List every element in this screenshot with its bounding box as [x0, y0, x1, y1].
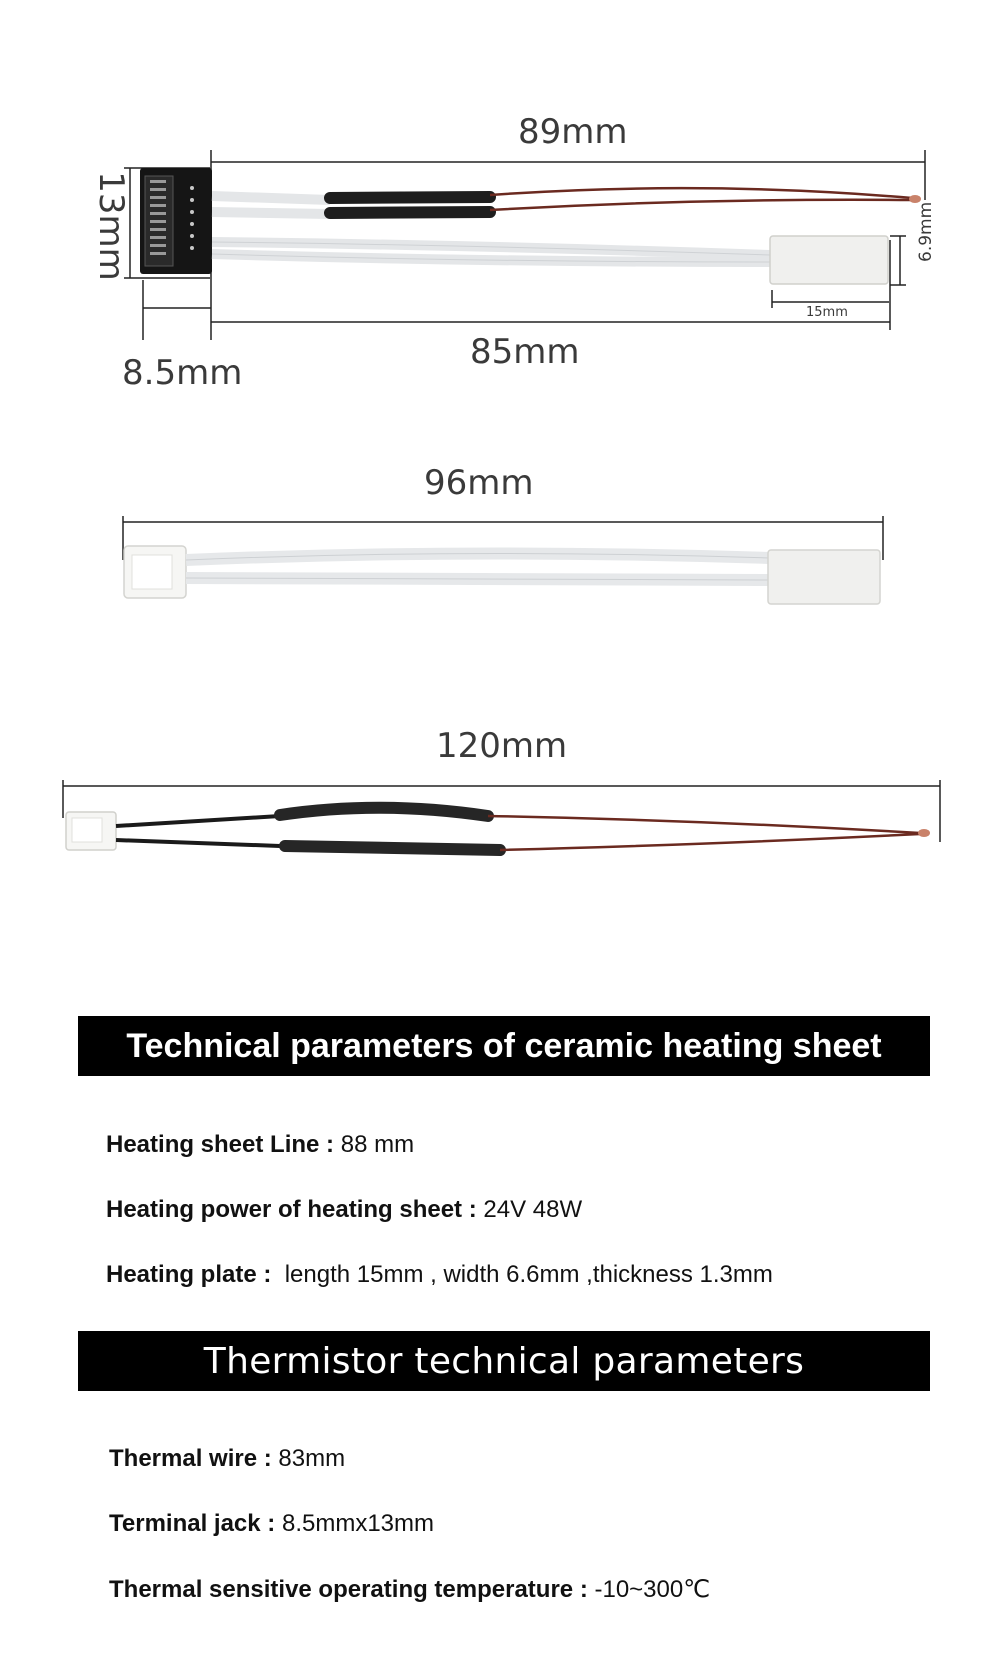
param-heating-plate — [106, 1261, 773, 1289]
param-value: 8.5mmx13mm — [275, 1510, 434, 1537]
dim-89mm: 89mm — [518, 112, 628, 152]
param-value: 88 mm — [334, 1131, 415, 1158]
dim-6.9mm: 6.9mm — [916, 201, 936, 262]
param-label: Heating sheet Line : — [106, 1131, 335, 1158]
param-label: Heating plate : — [106, 1261, 272, 1288]
dim-120mm: 120mm — [436, 726, 568, 766]
section2-title: Thermistor technical parameters — [78, 1331, 930, 1391]
param-operating-temperature — [109, 1575, 710, 1604]
param-thermal-wire — [109, 1445, 345, 1473]
dim-13mm: 13mm — [90, 171, 131, 281]
param-label: Thermal wire : — [109, 1445, 272, 1472]
param-label: Thermal sensitive operating temperature : — [109, 1576, 588, 1603]
dim-15mm: 15mm — [806, 305, 848, 320]
param-value: -10~300℃ — [587, 1576, 711, 1603]
ceramic-heating-sheet-2 — [768, 550, 880, 604]
param-heating-sheet-line — [106, 1131, 414, 1159]
param-label: Terminal jack : — [109, 1510, 276, 1537]
heatshrink — [330, 197, 490, 198]
section1-title: Technical parameters of ceramic heating sheet — [78, 1016, 930, 1076]
thermistor-bead-3 — [918, 829, 930, 837]
thermistor-wire — [490, 188, 912, 198]
param-terminal-jack — [109, 1510, 434, 1538]
thermistor-wire-3 — [488, 816, 920, 833]
dim-96mm: 96mm — [424, 463, 534, 503]
param-label: Heating power of heating sheet : — [106, 1196, 477, 1223]
param-heating-power — [106, 1196, 582, 1224]
param-value: 83mm — [271, 1445, 346, 1472]
param-value: length 15mm , width 6.6mm ,thickness 1.3mm — [271, 1261, 773, 1288]
dim-8.5mm: 8.5mm — [122, 353, 243, 393]
ceramic-heating-sheet — [770, 236, 888, 284]
dim-85mm: 85mm — [470, 332, 580, 372]
param-value: 24V 48W — [476, 1196, 583, 1223]
heatshrink-3 — [280, 808, 488, 816]
